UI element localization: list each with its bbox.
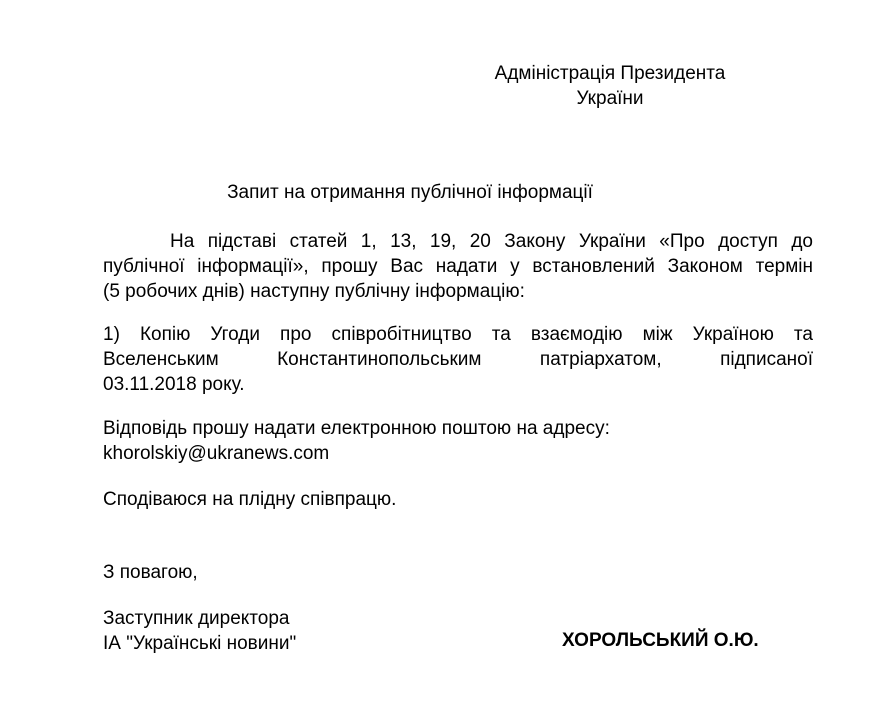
intro-line-2: публічної інформації», прошу Вас надати у встановлений Законом термін xyxy=(103,256,813,277)
sender-name: ХОРОЛЬСЬКИЙ О.Ю. xyxy=(562,630,759,651)
intro-line-3: (5 робочих днів) наступну публічну інформацію: xyxy=(103,281,525,302)
sender-organization: ІА "Українські новини" xyxy=(103,633,297,654)
document-title: Запит на отримання публічної інформації xyxy=(227,182,593,203)
closing-text: Сподіваюся на плідну співпрацю. xyxy=(103,489,397,510)
intro-paragraph xyxy=(103,229,813,304)
addressee-line-1: Адміністрація Президента xyxy=(494,63,726,84)
reply-email: khorolskiy@ukranews.com xyxy=(103,443,330,464)
reply-line-1: Відповідь прошу надати електронною поштою на адресу: xyxy=(103,418,610,439)
addressee-block xyxy=(420,61,800,111)
intro-line-1: На підставі статей 1, 13, 19, 20 Закону України «Про доступ до xyxy=(170,231,813,252)
reply-paragraph xyxy=(103,416,813,466)
request-item-1 xyxy=(103,322,813,397)
item1-line-2: Вселенським Константинопольським патріархатом, підписаної xyxy=(103,349,813,370)
addressee-line-2: України xyxy=(576,88,644,109)
item1-line-3: 03.11.2018 року. xyxy=(103,374,245,395)
regards-text: З повагою, xyxy=(103,562,198,583)
sender-position: Заступник директора xyxy=(103,608,290,629)
item1-line-1: 1) Копію Угоди про співробітництво та взаємодію між Україною та xyxy=(103,324,813,345)
